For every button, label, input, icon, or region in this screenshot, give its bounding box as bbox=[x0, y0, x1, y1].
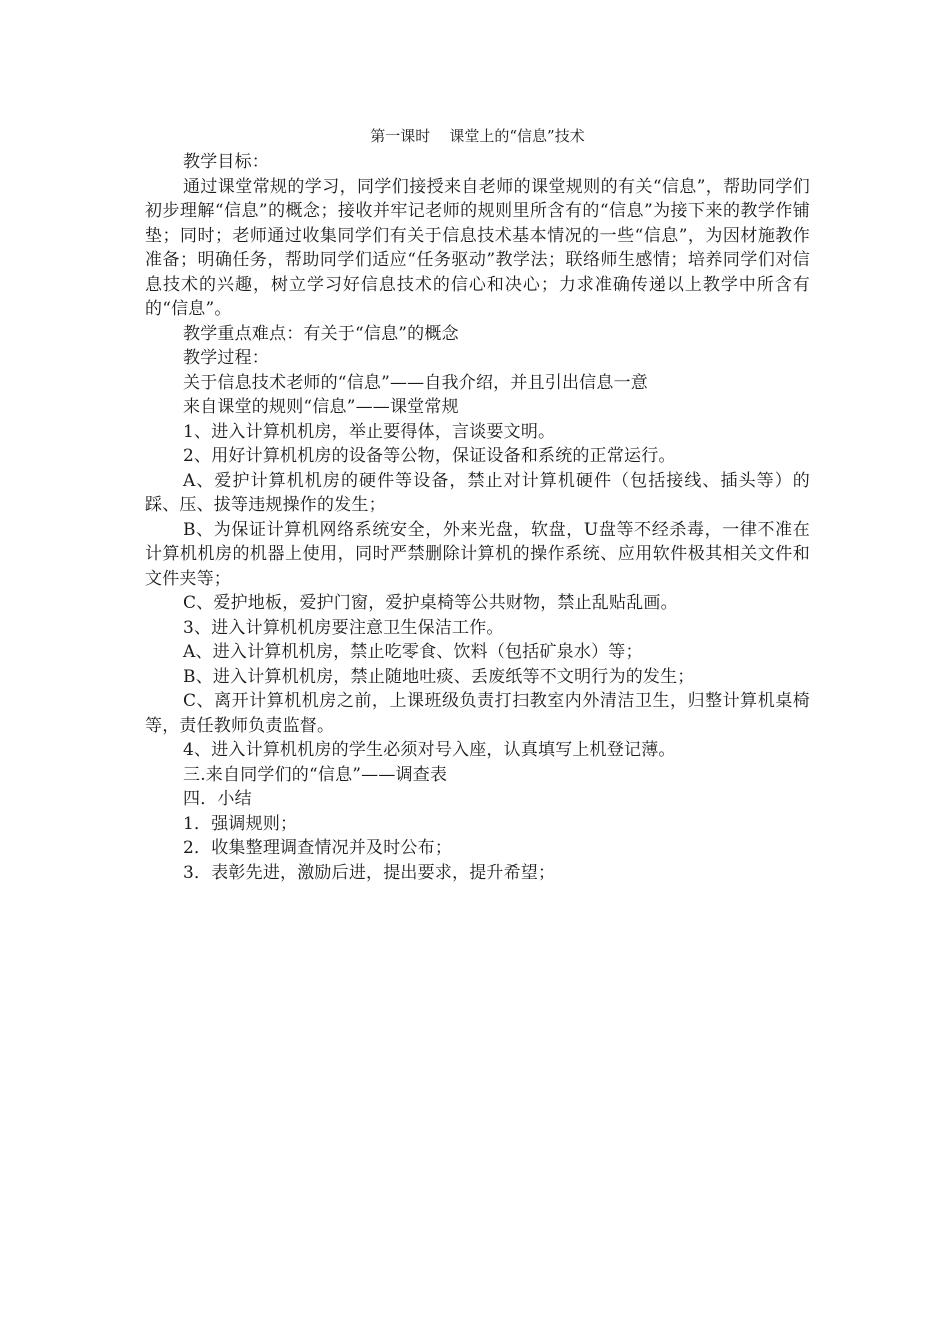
paragraph-key-points: 教学重点难点：有关于“信息”的概念 bbox=[183, 323, 459, 344]
paragraph-rule-3: 3、进入计算机机房要注意卫生保洁工作。 bbox=[183, 617, 504, 638]
document-page bbox=[145, 122, 810, 885]
paragraph-rule-2b: B、为保证计算机网络系统安全，外来光盘，软盘，U盘等不经杀毒，一律不准在计算机机房的机器上使用，同时严禁删除计算机的操作系统、应用软件极其相关文件和文件夹等； bbox=[145, 519, 810, 589]
paragraph-rule-2c: C、爱护地板，爱护门窗，爱护桌椅等公共财物，禁止乱贴乱画。 bbox=[183, 593, 678, 613]
paragraph-rule-4: 4、进入计算机机房的学生必须对号入座，认真填写上机登记薄。 bbox=[183, 740, 676, 760]
paragraph-summary-3: 3．表彰先进，激励后进，提出要求，提升希望； bbox=[183, 862, 556, 883]
paragraph-classroom-rules: 来自课堂的规则“信息”——课堂常规 bbox=[183, 397, 459, 417]
paragraph-summary-2: 2．收集整理调查情况并及时公布； bbox=[183, 838, 453, 858]
paragraph-rule-3a: A、进入计算机机房，禁止吃零食、饮料（包括矿泉水）等； bbox=[183, 642, 643, 662]
paragraph-teaching-process-heading: 教学过程： bbox=[183, 348, 269, 368]
paragraph-rule-2a: A、爱护计算机机房的硬件等设备，禁止对计算机硬件（包括接线、插头等）的踩、压、拔等违规操作的发生； bbox=[145, 470, 810, 515]
paragraph-rule-3b: B、进入计算机机房，禁止随地吐痰、丢废纸等不文明行为的发生； bbox=[183, 666, 695, 687]
paragraph-summary-1: 1．强调规则； bbox=[183, 813, 298, 834]
paragraph-teaching-goals-heading: 教学目标： bbox=[183, 152, 269, 172]
paragraph-teacher-intro: 关于信息技术老师的“信息”——自我介绍，并且引出信息一意 bbox=[183, 372, 648, 393]
paragraph-section-three: 三.来自同学们的“信息”——调查表 bbox=[183, 764, 448, 785]
paragraph-rule-1: 1、进入计算机机房，举止要得体，言谈要文明。 bbox=[183, 421, 556, 442]
paragraph-teaching-goals-body: 通过课堂常规的学习，同学们接授来自老师的课堂规则的有关“信息”，帮助同学们初步理解“信息”的概念；接收并牢记老师的规则里所含有的“信息”为接下来的教学作铺垫；同时；老师通过收集同学们有关于信息技术基本情况的一些“信息”，为因材施教作准备；明确任务，帮助同学们适应“任务驱动”教学法；联络师生感情；培养同学们对信息技术的兴趣，树立学习好信息技术的信心和决心；力求准确传递以上教学中所含有的“信息”。 bbox=[145, 176, 810, 319]
document-title: 第一课时 课堂上的“信息”技术 bbox=[370, 127, 585, 145]
paragraph-rule-2: 2、用好计算机机房的设备等公物，保证设备和系统的正常运行。 bbox=[183, 446, 676, 466]
paragraph-rule-3c: C、离开计算机机房之前，上课班级负责打扫教室内外清洁卫生，归整计算机桌椅等，责任教师负责监督。 bbox=[145, 691, 810, 736]
paragraph-section-four: 四．小结 bbox=[183, 789, 252, 809]
